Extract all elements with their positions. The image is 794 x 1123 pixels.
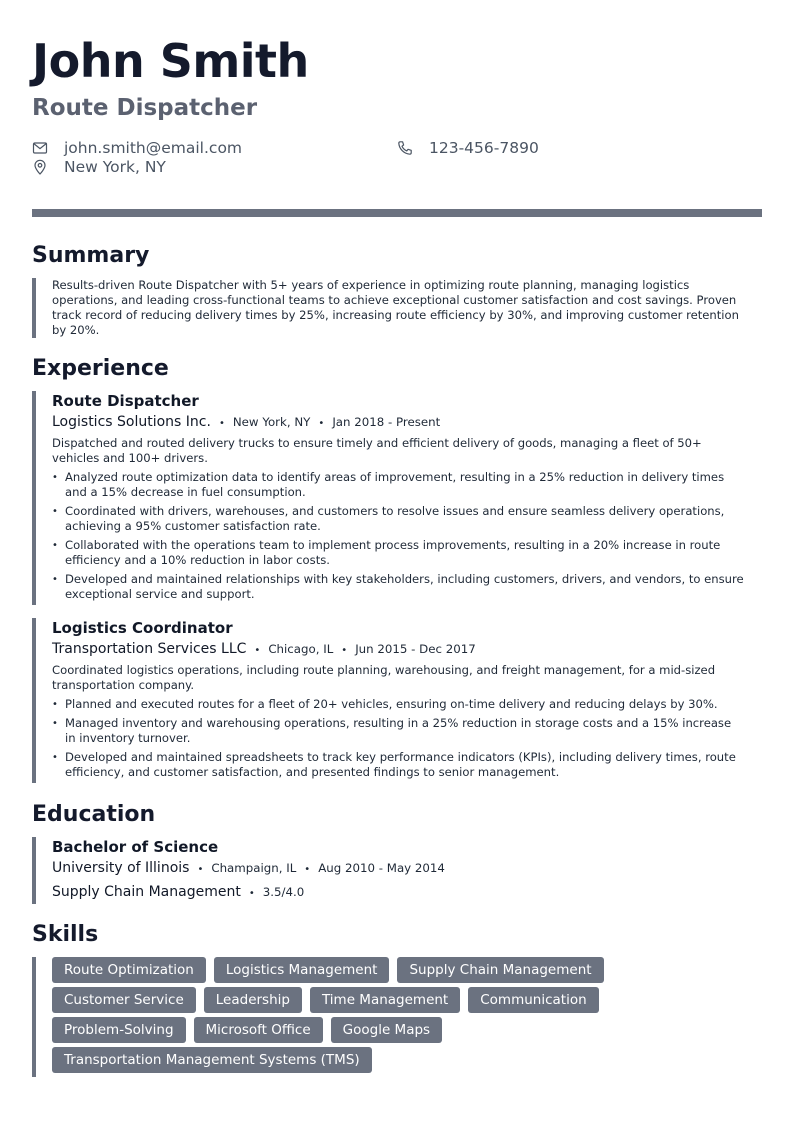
edu-field-line [52, 881, 762, 905]
separator-dot: • [218, 418, 225, 429]
skill-tag: Transportation Management Systems (TMS) [52, 1047, 372, 1073]
job-bullet: • Developed and maintained spreadsheets to track key performance indicators (KPIs), including delivery times, route efficiency, and customer satisfaction, and presented findings to senior management. [52, 750, 762, 780]
header-divider [32, 209, 762, 217]
edu-dates: Aug 2010 - May 2014 [318, 861, 445, 875]
job-company: Transportation Services LLC [52, 641, 247, 657]
job-description: Dispatched and routed delivery trucks to ensure timely and efficient delivery of goods, managing a fleet of 50+ vehicles and 100+ drivers. [52, 436, 702, 465]
job-title: Route Dispatcher [52, 392, 199, 410]
edu-degree: Bachelor of Science [52, 838, 219, 856]
edu-location: Champaign, IL [211, 861, 297, 875]
contact-phone[interactable] [397, 138, 539, 158]
separator-dot: • [254, 645, 261, 656]
edu-field: Supply Chain Management [52, 884, 241, 900]
job-title: Logistics Coordinator [52, 619, 233, 637]
separator-dot: • [197, 864, 204, 875]
job-bullets [52, 470, 762, 602]
job-entry [32, 618, 762, 783]
job-bullet: • Planned and executed routes for a fleet of 20+ vehicles, ensuring on-time delivery and reducing delays by 30%. [52, 697, 762, 712]
education-entry [32, 837, 762, 904]
phone-icon [397, 140, 413, 156]
skill-tag: Google Maps [331, 1017, 442, 1043]
phone-text[interactable]: 123-456-7890 [429, 139, 539, 157]
edu-school-line [52, 857, 762, 881]
job-location: Chicago, IL [268, 642, 334, 656]
job-meta [52, 411, 762, 435]
summary-block [32, 278, 762, 338]
job-entry [32, 391, 762, 605]
skill-tag: Microsoft Office [194, 1017, 323, 1043]
skills-list [52, 957, 652, 1077]
experience-heading: Experience [32, 356, 169, 381]
contact-location [32, 157, 166, 177]
location-text: New York, NY [64, 158, 166, 176]
skill-tag: Supply Chain Management [397, 957, 603, 983]
email-text[interactable]: john.smith@email.com [64, 139, 243, 157]
summary-heading: Summary [32, 243, 150, 268]
edu-gpa: 3.5/4.0 [262, 885, 305, 899]
summary-text: Results-driven Route Dispatcher with 5+ years of experience in optimizing route planning, managing logistics operations, and leading cross-functional teams to achieve exceptional customer satisfaction and cost savings. Proven track record of reducing delivery times by 25%, increasing route efficiency by 30%, and improving customer retention by 20%. [52, 278, 739, 337]
skill-tag: Customer Service [52, 987, 196, 1013]
skill-tag: Problem-Solving [52, 1017, 186, 1043]
job-meta [52, 638, 762, 662]
job-dates: Jun 2015 - Dec 2017 [355, 642, 476, 656]
job-dates: Jan 2018 - Present [332, 415, 441, 429]
separator-dot: • [318, 418, 325, 429]
mail-icon [32, 140, 48, 156]
job-company: Logistics Solutions Inc. [52, 414, 211, 430]
edu-school: University of Illinois [52, 860, 190, 876]
skill-tag: Communication [468, 987, 598, 1013]
candidate-name: John Smith [32, 34, 309, 88]
skills-heading: Skills [32, 922, 99, 947]
map-pin-icon [32, 159, 48, 175]
skill-tag: Route Optimization [52, 957, 206, 983]
skills-block [32, 957, 762, 1077]
job-bullet: • Developed and maintained relationships with key stakeholders, including customers, drivers, and vendors, to ensure exceptional service and support. [52, 572, 762, 602]
skill-tag: Time Management [310, 987, 460, 1013]
candidate-role: Route Dispatcher [32, 95, 258, 121]
job-bullets [52, 697, 762, 780]
job-bullet: • Coordinated with drivers, warehouses, and customers to resolve issues and ensure seamless delivery operations, achieving a 95% customer satisfaction rate. [52, 504, 762, 534]
skill-tag: Leadership [204, 987, 302, 1013]
contact-email[interactable] [32, 138, 242, 158]
skill-tag: Logistics Management [214, 957, 390, 983]
job-description: Coordinated logistics operations, including route planning, warehousing, and freight management, for a mid-sized transportation company. [52, 663, 716, 692]
job-bullet: • Analyzed route optimization data to identify areas of improvement, resulting in a 25% reduction in delivery times and a 15% decrease in fuel consumption. [52, 470, 762, 500]
separator-dot: • [341, 645, 348, 656]
education-heading: Education [32, 802, 156, 827]
job-bullet: • Collaborated with the operations team to implement process improvements, resulting in a 20% increase in route efficiency and a 10% reduction in labor costs. [52, 538, 762, 568]
job-bullet: • Managed inventory and warehousing operations, resulting in a 25% reduction in storage costs and a 15% increase in inventory turnover. [52, 716, 762, 746]
separator-dot: • [304, 864, 311, 875]
separator-dot: • [248, 888, 255, 899]
job-location: New York, NY [232, 415, 311, 429]
